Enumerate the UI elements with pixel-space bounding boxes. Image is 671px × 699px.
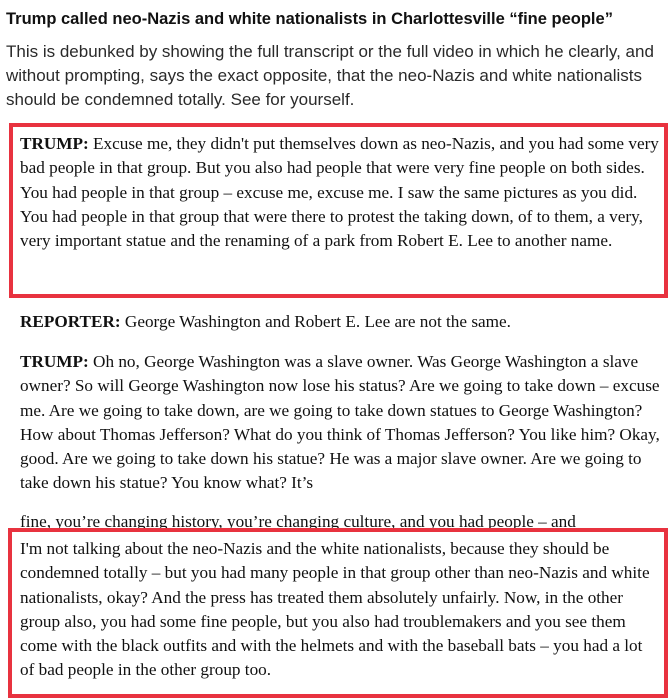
article-heading: Trump called neo-Nazis and white nationalists in Charlottesville “fine people”	[6, 10, 613, 28]
transcript-paragraph-1	[20, 132, 662, 253]
transcript-partial-line: fine, you’re changing history, you’re changing culture, and you had people – and	[20, 512, 576, 531]
transcript-paragraph-4	[20, 537, 660, 683]
quote-text: George Washington and Robert E. Lee are not the same.	[120, 312, 511, 331]
intro-paragraph: This is debunked by showing the full transcript or the full video in which he clearly, and without prompting, says the exact opposite, that the neo-Nazis and white nationalists should be condemned totally. See for yourself.	[6, 42, 654, 109]
speaker-label: TRUMP:	[20, 134, 89, 153]
transcript-paragraph-2	[20, 310, 662, 334]
quote-text: I'm not talking about the neo-Nazis and the white nationalists, because they should be condemned totally – but you had many people in that group other than neo-Nazis and white nationalists, okay? And the press has treated them absolutely unfairly. Now, in the other group also, you had some fine people, but you also had troublemakers and you see them come with the black outfits and with the helmets and with the baseball bats – you had a lot of bad people in the other group too.	[20, 539, 650, 680]
quote-text: Excuse me, they didn't put themselves down as neo-Nazis, and you had some very bad people in that group. But you also had people that were very fine people on both sides. You had people in that group – excuse me, excuse me. I saw the same pictures as you did. You had people in that group that were there to protest the taking down, of to them, a very, very important statue and the renaming of a park from Robert E. Lee to another name.	[20, 134, 659, 251]
speaker-label: TRUMP:	[20, 352, 89, 371]
transcript-paragraph-3	[20, 350, 670, 496]
speaker-label: REPORTER:	[20, 312, 121, 331]
quote-text: Oh no, George Washington was a slave owner. Was George Washington a slave owner? So will George Washington now lose his status? Are we going to take down – excuse me. Are we going to take down, are we going to take down statues to George Washington? How about Thomas Jefferson? What do you think of Thomas Jefferson? You like him? Okay, good. Are we going to take down his statue? He was a major slave owner. Are we going to take down his statue? You know what? It’s	[20, 352, 660, 493]
